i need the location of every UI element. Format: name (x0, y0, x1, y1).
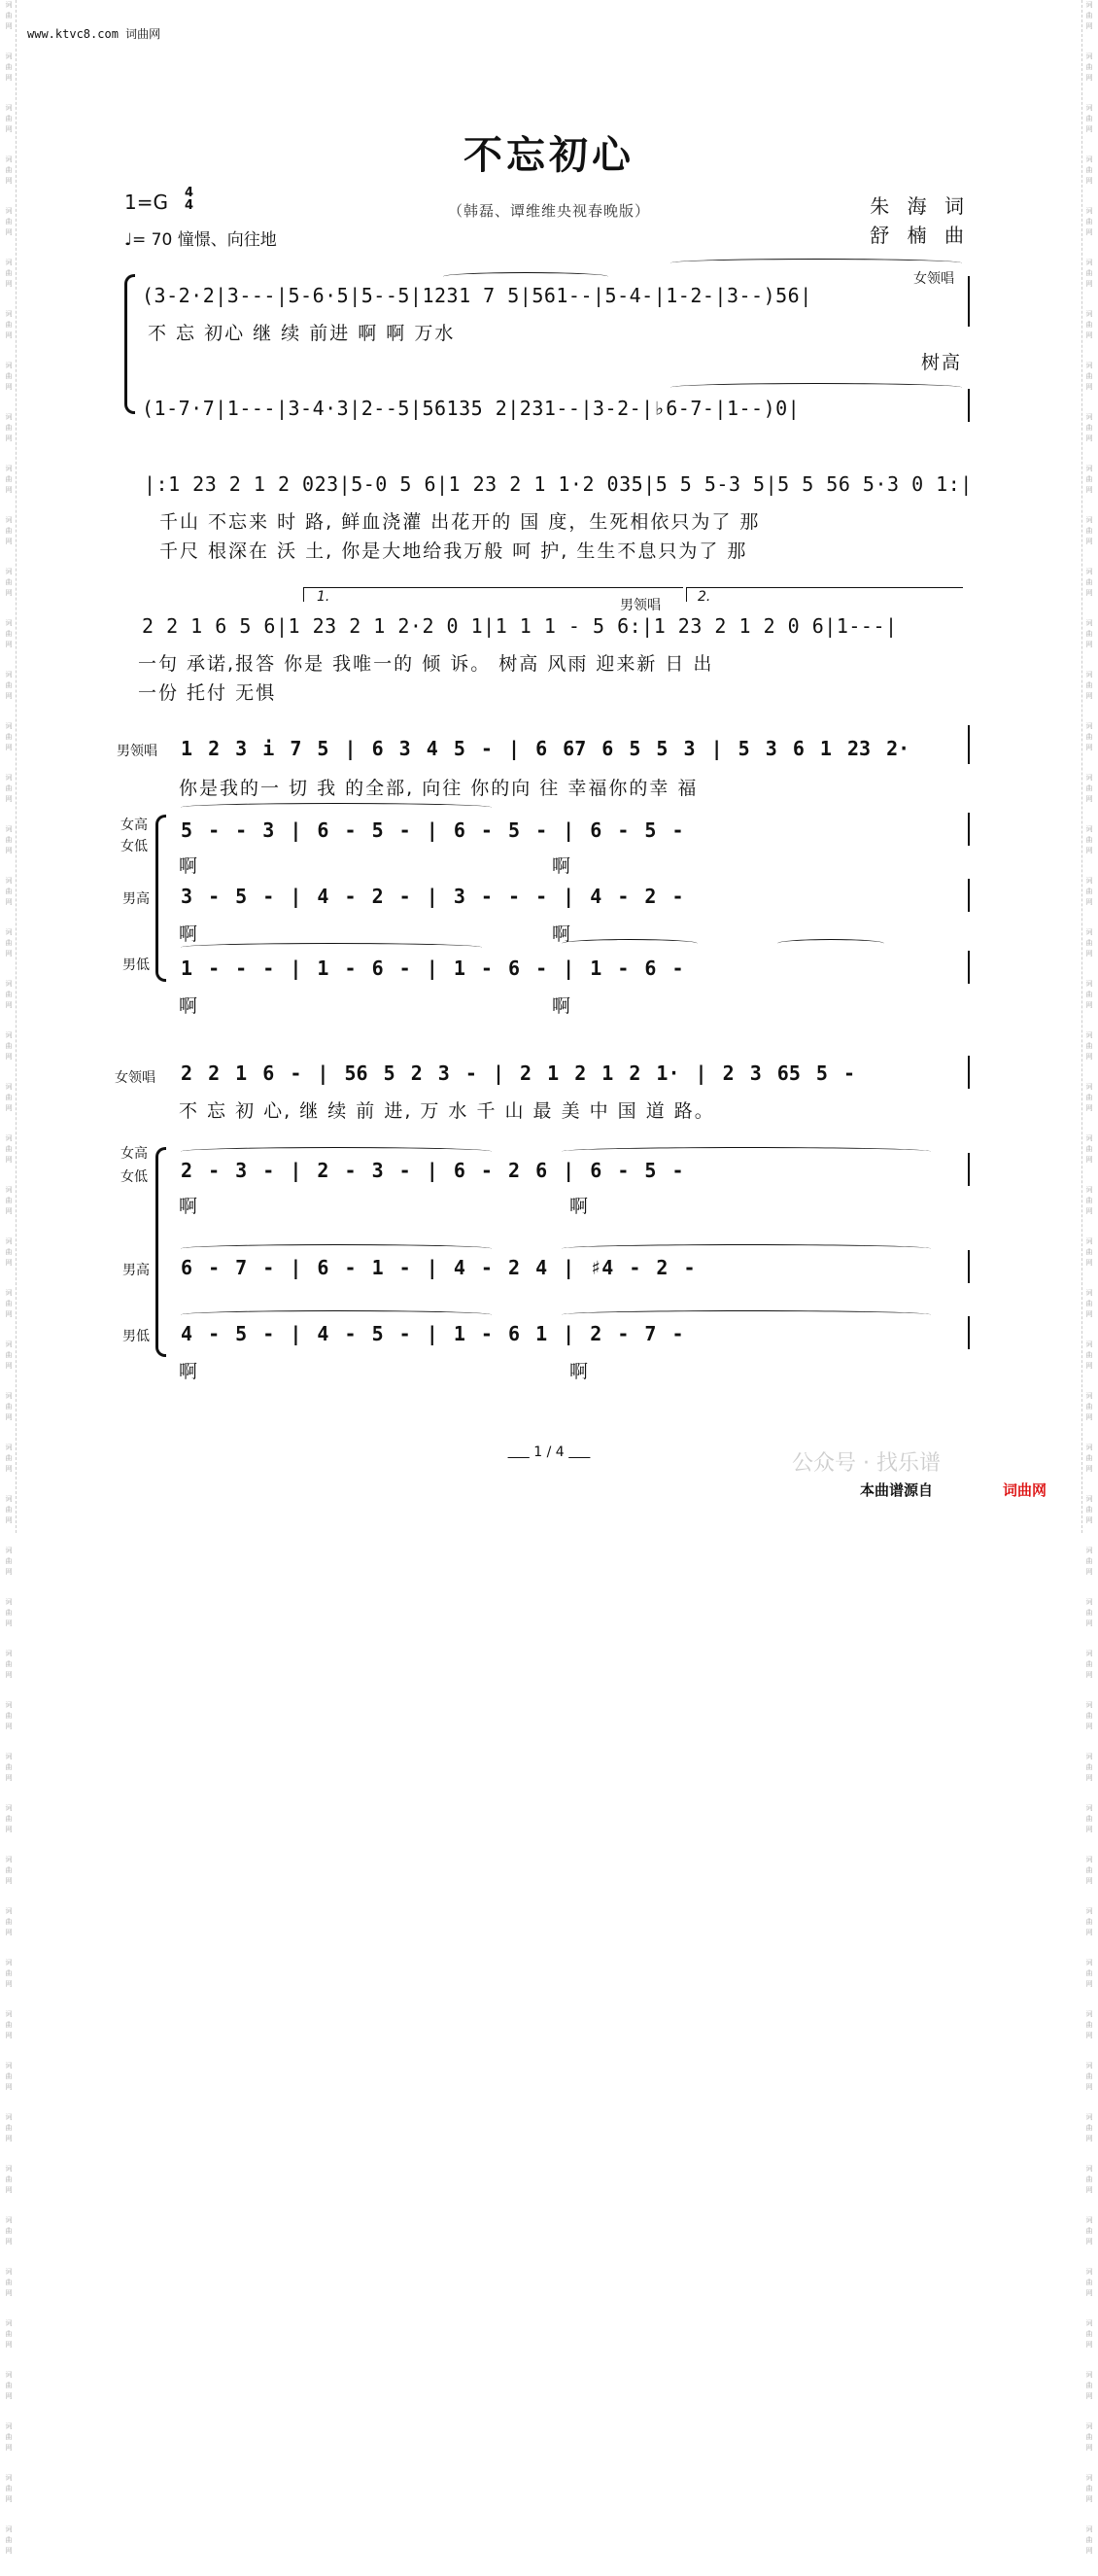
system5-lead-notes: 2 2 1 6 - | 56 5 2 3 - | 2 1 2 1 2 1· | 2 3 65 5 - (181, 1062, 856, 1085)
watermark: 公众号 · 找乐谱 (792, 1451, 941, 1476)
system5-women-notes: 2 - 3 - | 2 - 3 - | 6 - 2 6 | 6 - 5 - (181, 1159, 684, 1182)
system1-lower-notes: (1-7·7|1---|3-4·3|2--5|56135 2|231--|3-2-|♭6-7-|1--)0| (142, 397, 801, 420)
barline (968, 1250, 970, 1283)
system5-choir-bracket (155, 1147, 166, 1357)
system4-women-notes: 5 - - 3 | 6 - 5 - | 6 - 5 - | 6 - 5 - (181, 818, 684, 842)
system3-lyrics-verse2: 一份 托付 无惧 (138, 682, 277, 704)
left-watermark-strip: 词 曲 网 词 曲 网 词 曲 网 词 曲 网 词 曲 网 词 曲 网 词 曲 网 词 曲 网 词 曲 网 词 曲 网 词 曲 网 词 曲 网 词 曲 网 词 曲 网 词 曲 网 词 曲 网 词 曲 网 词 曲 网 词 曲 网 词 曲 网 词 曲 网 词 曲 网 词 曲 网 词 曲 网 词 曲 网 词 曲 网 词 曲 网 词 曲 网 词 曲 网 词 曲 网 词 曲 网 词 曲 网 词 曲 网 词 曲 网 词 曲 网 词 曲 网 词 曲 网 词 曲 网 词 曲 网 词 曲 网 词 曲 网 词 曲 网 词 曲 网 词 曲 网 词 曲 网 词 曲 网 词 曲 网 词 曲 网 词 曲 网 词 曲 网 (2, 0, 17, 1533)
site-url: www.ktvc8.com 词曲网 (27, 27, 161, 41)
system4-label-alto: 女低 (120, 839, 148, 854)
right-watermark-strip: 词 曲 网 词 曲 网 词 曲 网 词 曲 网 词 曲 网 词 曲 网 词 曲 网 词 曲 网 词 曲 网 词 曲 网 词 曲 网 词 曲 网 词 曲 网 词 曲 网 词 曲 网 词 曲 网 词 曲 网 词 曲 网 词 曲 网 词 曲 网 词 曲 网 词 曲 网 词 曲 网 词 曲 网 词 曲 网 词 曲 网 词 曲 网 词 曲 网 词 曲 网 词 曲 网 词 曲 网 词 曲 网 词 曲 网 词 曲 网 词 曲 网 词 曲 网 词 曲 网 词 曲 网 词 曲 网 词 曲 网 词 曲 网 词 曲 网 词 曲 网 词 曲 网 词 曲 网 词 曲 网 词 曲 网 词 曲 网 词 曲 网 词 曲 网 (1081, 0, 1096, 1533)
barline (968, 813, 970, 846)
system5-bass-notes: 4 - 5 - | 4 - 5 - | 1 - 6 1 | 2 - 7 - (181, 1322, 684, 1345)
system5-lead-lyrics: 不 忘 初 心, 继 续 前 进, 万 水 千 山 最 美 中 国 道 路。 (179, 1100, 715, 1122)
barline (968, 1056, 970, 1089)
system4-choir-bracket (155, 815, 166, 982)
system5-label-bass: 男低 (122, 1329, 150, 1344)
song-subtitle: （韩磊、谭维维央视春晚版） (447, 202, 650, 220)
system3-lyrics-verse1: 一句 承诺,报答 你是 我唯一的 倾 诉。 树高 风雨 迎来新 日 出 (138, 653, 714, 675)
page-number: 1 / 4 (533, 1445, 565, 1460)
barline (968, 725, 970, 764)
system4-lead-notes: 1 2 3 i 7 5 | 6 3 4 5 - | 6 67 6 5 5 3 | 5 3 6 1 23 2· (181, 737, 910, 760)
footer-source: 本曲谱源自 (860, 1481, 934, 1499)
system5-label-tenor: 男高 (122, 1263, 150, 1278)
tempo-marking: ♩= 70 憧憬、向往地 (124, 230, 277, 250)
system5-label-alto: 女低 (120, 1169, 148, 1185)
system4-lead-lyrics: 你是我的一 切 我 的全部, 向往 你的向 往 幸福你的幸 福 (179, 778, 699, 799)
time-signature: 4 4 (185, 186, 194, 213)
system1-lyrics-verse2: 树高 (921, 352, 963, 373)
system4-label-male-lead: 男领唱 (117, 744, 157, 759)
system5-label-female-lead: 女领唱 (115, 1070, 155, 1086)
system1-upper-notes: (3-2·2|3---|5-6·5|5--5|1231 7 5|561--|5-4-|1-2-|3--)56| (142, 284, 812, 307)
female-lead-label: 女领唱 (913, 271, 954, 287)
system5-label-soprano: 女高 (120, 1146, 148, 1162)
system2-lyrics-verse2: 千尺 根深在 沃 土, 你是大地给我万般 呵 护, 生生不息只为了 那 (159, 540, 748, 562)
system4-bass-notes: 1 - - - | 1 - 6 - | 1 - 6 - | 1 - 6 - (181, 957, 684, 980)
system2-lyrics-verse1: 千山 不忘来 时 路, 鲜血浇灌 出花开的 国 度，生死相依只为了 那 (159, 511, 761, 533)
system5-tenor-notes: 6 - 7 - | 6 - 1 - | 4 - 2 4 | ♯4 - 2 - (181, 1256, 696, 1279)
barline (968, 276, 970, 327)
barline (968, 1316, 970, 1349)
song-title: 不忘初心 (463, 132, 635, 178)
footer-brand: 词曲网 (1003, 1481, 1047, 1499)
system4-label-tenor: 男高 (122, 891, 150, 907)
volta-2 (686, 587, 963, 602)
system3-notes: 2 2 1 6 5 6|1 23 2 1 2·2 0 1|1 1 1 - 5 6:|1 23 2 1 2 0 6|1---| (142, 614, 898, 638)
system1-lyrics: 不 忘 初心 继 续 前进 啊 啊 万水 (148, 323, 456, 344)
system4-tenor-notes: 3 - 5 - | 4 - 2 - | 3 - - - | 4 - 2 - (181, 885, 684, 908)
system4-label-soprano: 女高 (120, 818, 148, 833)
barline (968, 1153, 970, 1186)
male-lead-label: 男领唱 (620, 598, 661, 613)
system4-label-bass: 男低 (122, 957, 150, 973)
lyricist-credit: 朱 海 词 (870, 194, 970, 218)
composer-credit: 舒 楠 曲 (870, 224, 970, 247)
barline (968, 879, 970, 912)
barline (968, 389, 970, 422)
key-signature: 1=G (124, 191, 168, 214)
system2-notes: |:1 23 2 1 2 023|5-0 5 6|1 23 2 1 1·2 035|5 5 5-3 5|5 5 56 5·3 0 1:| (144, 472, 973, 496)
barline (968, 951, 970, 984)
system1-bracket (124, 274, 135, 414)
